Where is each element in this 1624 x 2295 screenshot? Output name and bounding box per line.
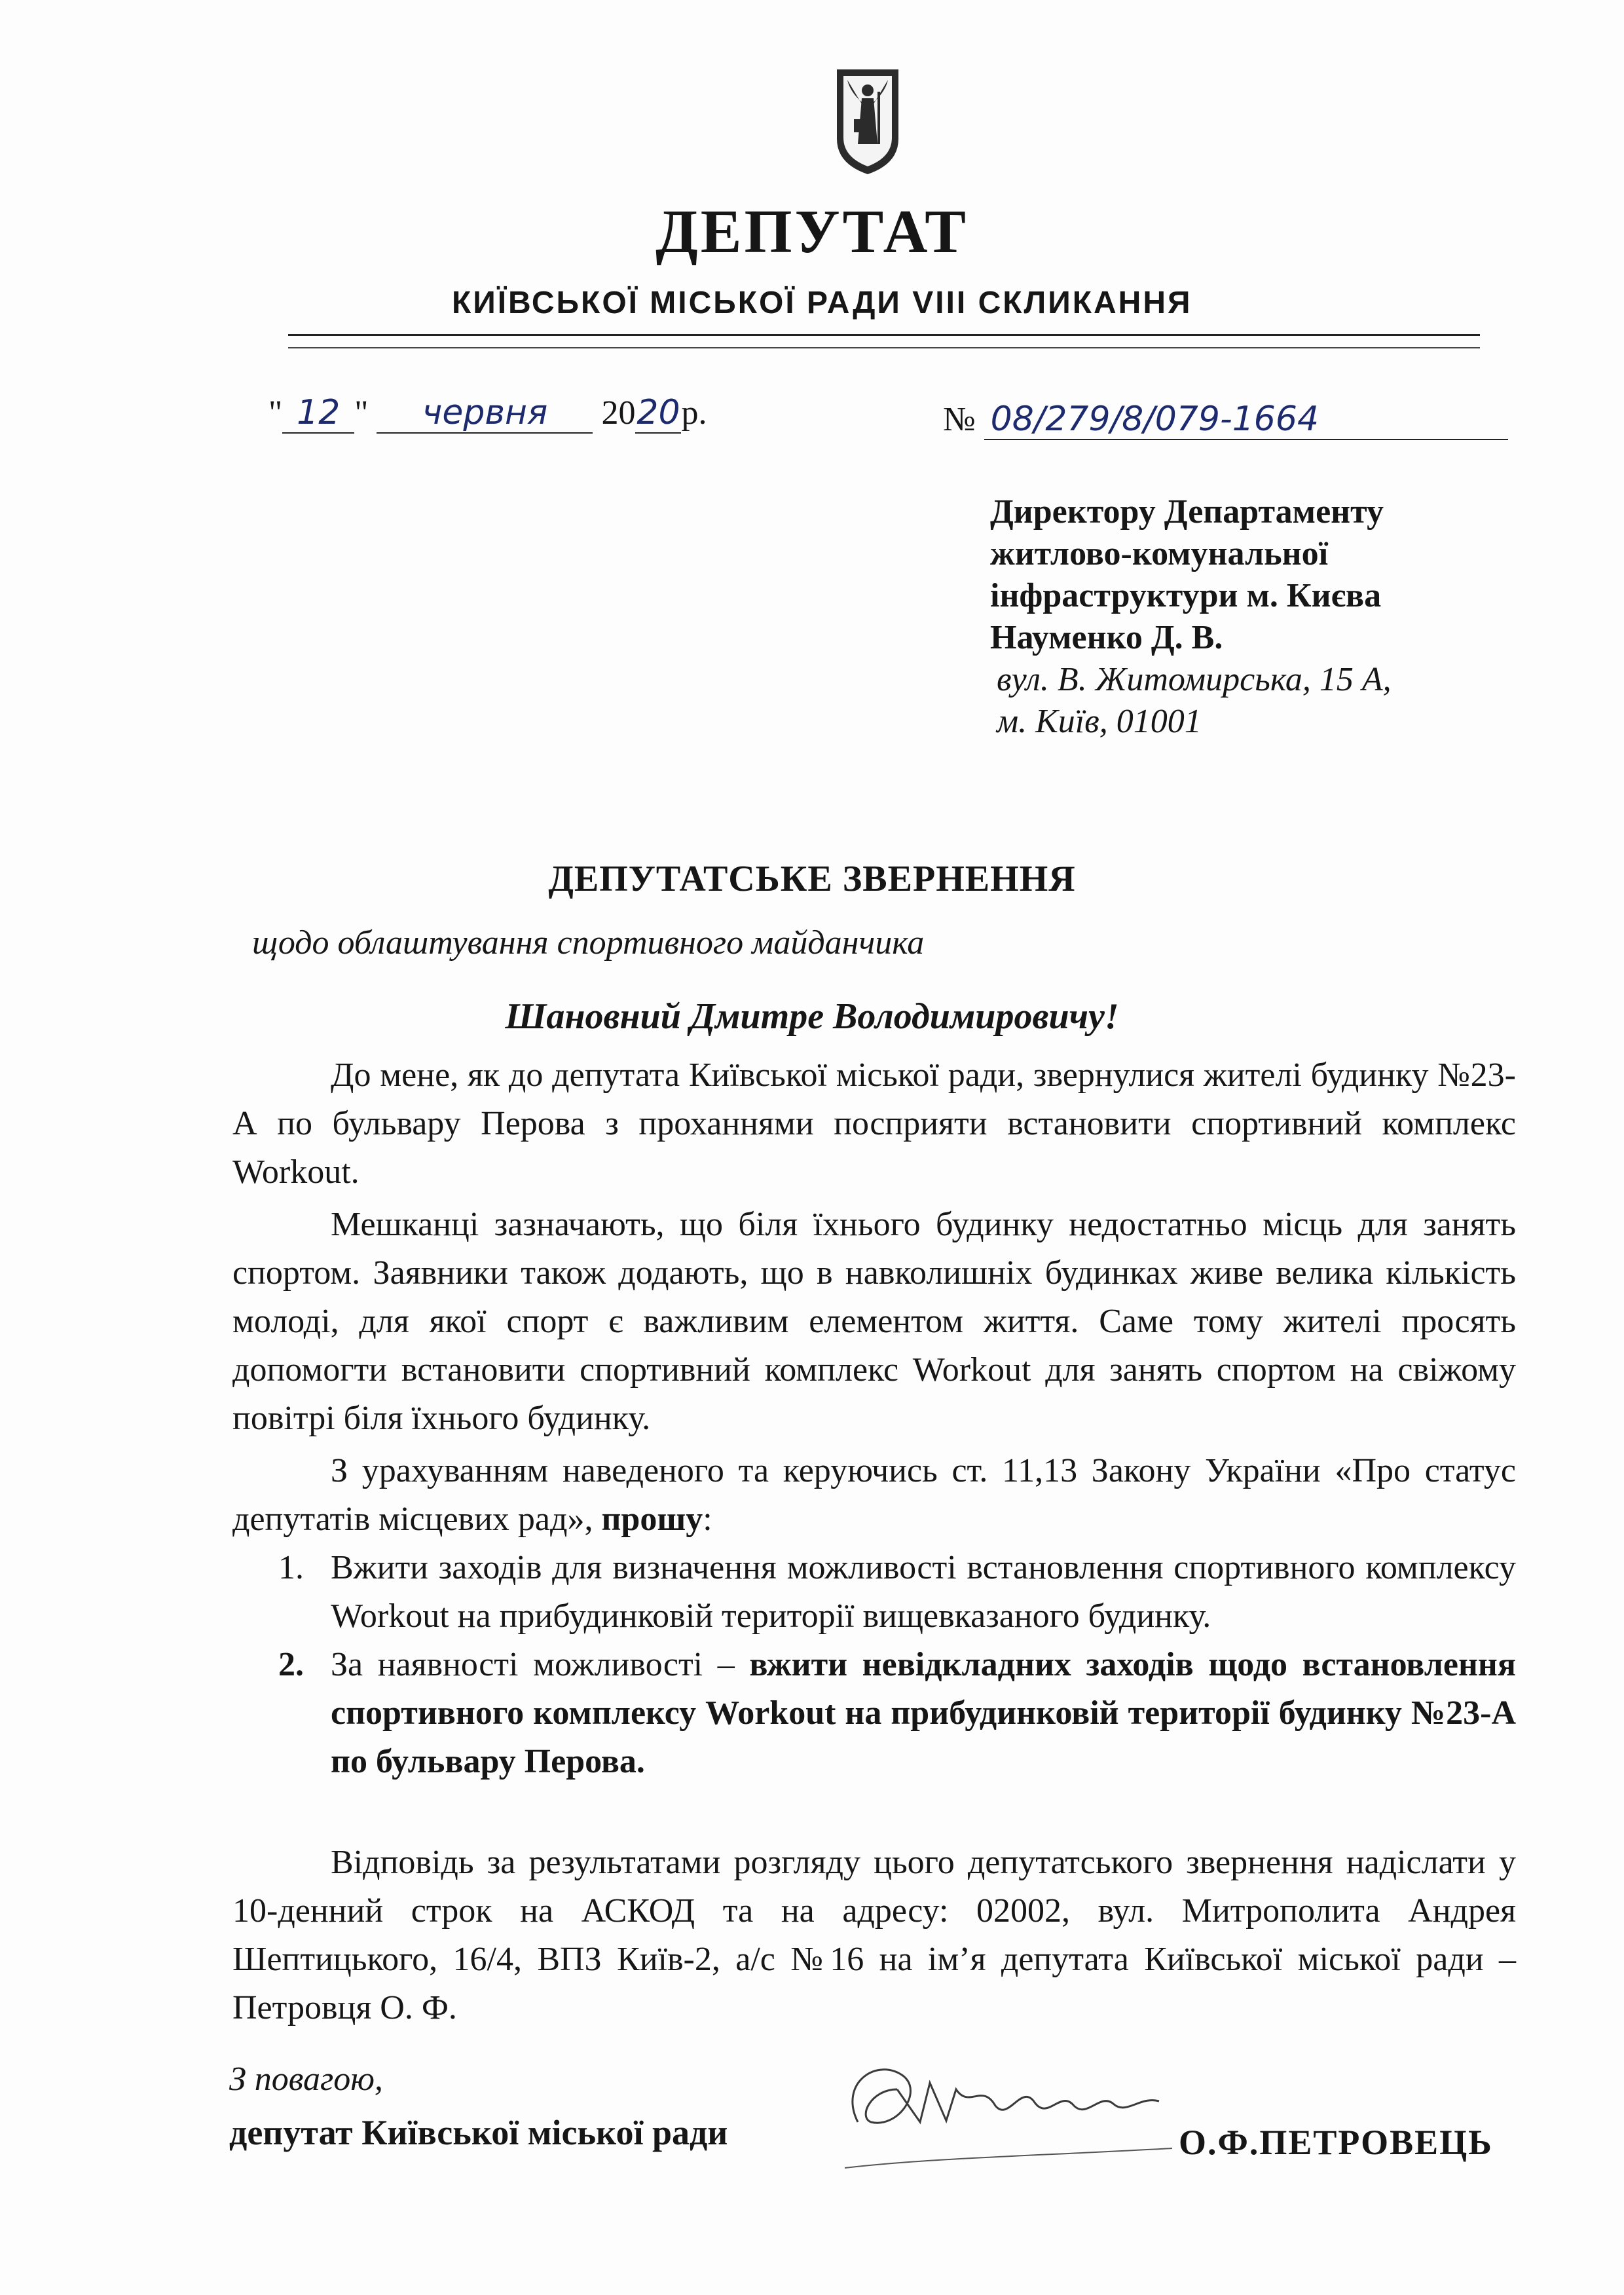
addressee-name: Науменко Д. В. <box>990 619 1223 656</box>
body-paragraph-3-end: : <box>703 1501 712 1538</box>
body-paragraph-4: Відповідь за результатами розгляду цього депутатського звернення надіслати у 10-денний строк на АСКОД та на адресу: 02002, вул. Митрополита Андрея Шептицького, 16/4, ВПЗ Київ-2, а/с №16 на ім’я депутата Київської міської ради – Петровця О. Ф. <box>232 1844 1516 2026</box>
addressee-city: м. Київ, 01001 <box>997 703 1202 740</box>
body-paragraph-3 <box>232 1447 1516 1544</box>
closing-greeting: З повагою, <box>229 2061 383 2098</box>
date-close-quote: " <box>354 394 369 432</box>
request-list <box>232 1544 1516 1786</box>
letterhead-title: ДЕПУТАТ <box>655 198 969 266</box>
document-title: ДЕПУТАТСЬКЕ ЗВЕРНЕННЯ <box>548 859 1076 899</box>
addressee-line-1: Директору Департаменту <box>990 493 1384 531</box>
addressee-street: вул. В. Житомирська, 15 А, <box>997 661 1392 698</box>
request-item-1-text: Вжити заходів для визначення можливості встановлення спортивного комплексу Workout на прибудинковій території вищевказаного будинку. <box>331 1549 1516 1635</box>
signatory-role: депутат Київської міської ради <box>229 2113 728 2152</box>
reference-number: 08/279/8/079-1664 <box>984 400 1508 440</box>
date-open-quote: " <box>268 394 283 432</box>
salutation: Шановний Дмитре Володимировичу! <box>505 996 1119 1037</box>
date-year-prefix: 20 <box>601 394 636 432</box>
request-item-1-number: 1. <box>278 1549 304 1586</box>
body-paragraph-3-text: З урахуванням наведеного та керуючись ст. 11,13 Закону України «Про статус депутатів місцевих рад», <box>232 1452 1516 1538</box>
handwritten-signature-icon <box>832 2043 1198 2174</box>
date-year-label: р. <box>681 394 707 432</box>
date-day: 12 <box>282 393 354 434</box>
document-subject: щодо облаштування спортивного майданчика <box>252 924 925 961</box>
request-item-1 <box>232 1544 1516 1641</box>
reference-line <box>943 400 1508 440</box>
date-year-suffix: 20 <box>637 393 680 432</box>
body-paragraph-2: Мешканці зазначають, що біля їхнього будинку недостатньо місць для занять спортом. Заявники також додають, що в навколишніх будинках живе велика кількість молоді, для якої спорт є важливим елементом життя. Саме тому жителі просять допомогти встановити спортивний комплекс Workout для занять спортом на свіжому повітрі біля їхнього будинку. <box>232 1206 1516 1437</box>
addressee-block <box>990 491 1392 743</box>
body-paragraph-1: До мене, як до депутата Київської міської ради, звернулися жителі будинку №23-А по бульвару Перова з проханнями посприяти встановити спортивний комплекс Workout. <box>232 1056 1516 1191</box>
kyiv-coat-of-arms-icon <box>832 65 904 177</box>
letterhead-subtitle: КИЇВСЬКОЇ МІСЬКОЇ РАДИ VIII СКЛИКАННЯ <box>452 286 1192 320</box>
date-month: червня <box>377 393 593 434</box>
letter-body <box>232 1051 1516 2032</box>
addressee-line-3: інфраструктури м. Києва <box>990 577 1382 614</box>
request-item-2-bold-text: вжити невідкладних заходів щодо встановлення спортивного комплексу Workout на прибудинковій території будинку №23-А по бульвару Перова. <box>331 1646 1516 1780</box>
letterhead-rule-top <box>288 334 1480 336</box>
signatory-name: О.Ф.ПЕТРОВЕЦЬ <box>1179 2123 1493 2162</box>
request-item-2-number: 2. <box>278 1646 304 1683</box>
addressee-line-2: житлово-комунальної <box>990 535 1329 572</box>
body-request-word: прошу <box>601 1501 703 1538</box>
reference-label: № <box>943 401 976 438</box>
date-line <box>268 393 707 434</box>
request-item-2 <box>232 1641 1516 1786</box>
letterhead-rule-bottom <box>288 347 1480 348</box>
request-item-2-text: За наявності можливості – <box>331 1646 750 1683</box>
